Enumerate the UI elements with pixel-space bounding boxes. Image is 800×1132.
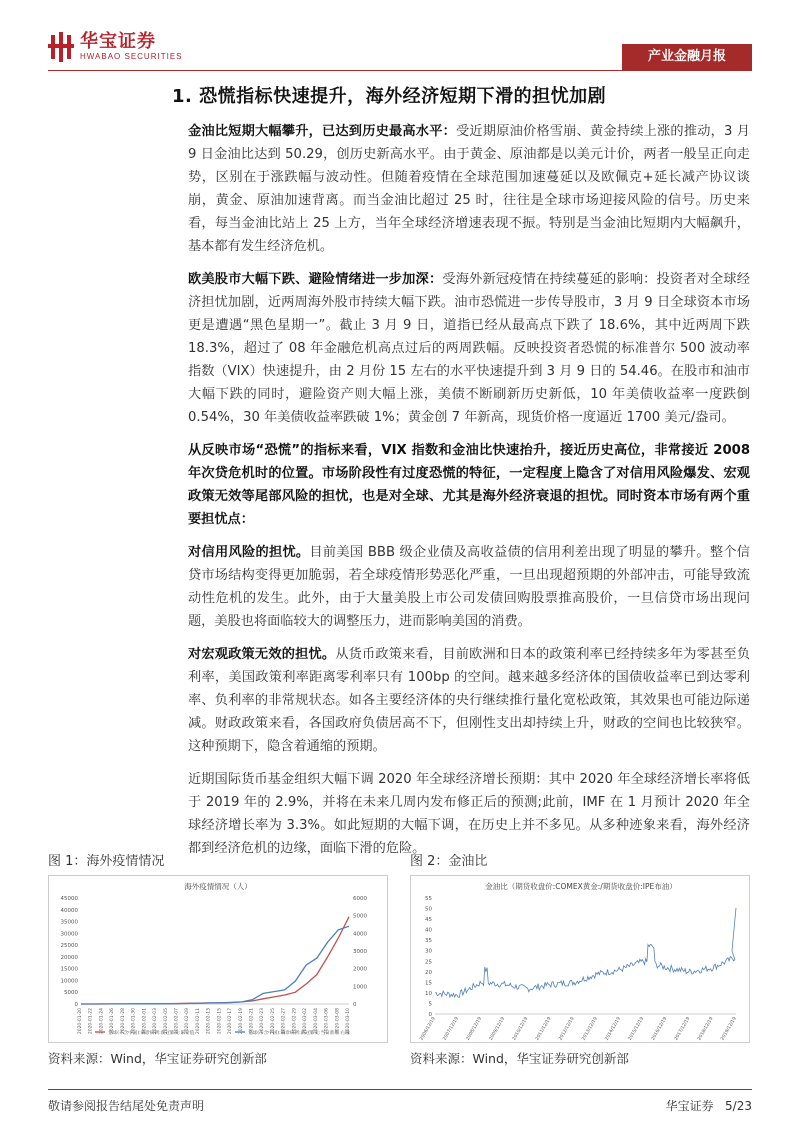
logo-mark-icon (48, 32, 74, 62)
x-axis-tick-label: 2008/12/19 (465, 1016, 484, 1042)
gold-oil-ratio-chart (411, 876, 749, 1042)
section-title: 1. 恐慌指标快速提升，海外经济短期下滑的担忧加剧 (172, 86, 607, 107)
footer-company: 华宝证券 (665, 1099, 714, 1113)
chart-title: 金油比（期货收盘价:COMEX黄金:/期货收盘价:IPE布油） (485, 882, 677, 891)
figure-1-source: 资料来源：Wind，华宝证券研究创新部 (48, 1051, 267, 1066)
x-axis-tick-label: 2013/12/19 (581, 1016, 599, 1042)
x-axis-tick-label: 2009/12/19 (488, 1016, 507, 1042)
y-axis-tick-label: 40 (425, 927, 432, 934)
y-axis-tick-label: 35 (425, 938, 432, 945)
figure-1-chart-frame (48, 875, 388, 1043)
y-axis-tick-label: 5 (428, 1001, 432, 1008)
x-axis-tick-label: 2020-03-06 (324, 1008, 330, 1035)
company-logo (48, 32, 183, 62)
figure-2 (410, 850, 750, 1067)
x-axis-tick-label: 2017/12/19 (674, 1016, 692, 1042)
right-axis-tick-label: 0 (353, 1002, 357, 1008)
body-text (188, 120, 750, 870)
gold-oil-ratio-line (435, 908, 736, 998)
left-axis-tick-label: 45000 (60, 896, 78, 902)
x-axis-tick-label: 2020-02-17 (228, 1008, 234, 1035)
paragraph-text: 目前美国 BBB 级企业债及高收益债的信用利差出现了明显的攀升。整个信贷市场结构变得更加脆弱，若全球疫情形势恶化严重，一旦出现超预期的外部冲击，可能导致流动性危机的发生。此外，由于大量美股上市公司发债回购股票推高股价，一旦信贷市场出现问题，美股也将面临较大的调整压力，进而影响美国的消费。 (188, 545, 750, 629)
x-axis-tick-label: 2020-02-21 (249, 1008, 255, 1035)
y-axis-tick-label: 15 (425, 980, 432, 987)
x-axis-tick-label: 2019/12/19 (720, 1016, 738, 1042)
x-axis-tick-label: 2020-02-23 (260, 1008, 266, 1035)
x-axis-tick-label: 2014/12/19 (604, 1016, 622, 1042)
paragraph-text: 近期国际货币基金组织大幅下调 2020 年全球经济增长预期：其中 2020 年全球经济增长率将低于 2019 年的 2.9%，并将在未来几周内发布修正后的预测;此前，IMF 在 1 月预计 2020 年全球经济增长率为 3.3%。如此短期的大幅下调，在历史上并不多见。从多种迹象来看，海外经济都到经济危机的边缘，面临下滑的危险。 (188, 772, 750, 856)
x-axis-tick-label: 2006/12/19 (419, 1016, 437, 1042)
paragraph-text: 从货币政策来看，目前欧洲和日本的政策利率已经持续多年为零甚至负利率，美国政策利率距离零利率只有 100bp 的空间。越来越多经济体的国债收益率已到达零利率、负利率的非常规状态。如各主要经济体的央行继续推行量化宽松政策，其效果也可能边际递减。财政政策来看，各国政府负债居高不下，但刚性支出却持续上升，财政的空间也比较狭窄。这种预期下，隐含着通缩的预期。 (188, 647, 751, 754)
right-axis-tick-label: 5000 (353, 913, 367, 920)
footer-disclaimer: 敬请参阅报告结尾处免责声明 (48, 1099, 205, 1113)
x-axis-tick-label: 2020-02-25 (270, 1008, 276, 1035)
paragraph-panic (188, 439, 750, 531)
paragraph-credit-risk (188, 541, 750, 633)
series-line-0 (81, 917, 349, 1004)
x-axis-tick-label: 2020-02-07 (174, 1008, 180, 1035)
left-axis-tick-label: 20000 (60, 954, 78, 961)
left-axis-tick-label: 40000 (60, 907, 78, 914)
figure-1 (48, 850, 388, 1067)
x-axis-tick-label: 2020-01-28 (120, 1008, 126, 1035)
y-axis-tick-label: 30 (425, 948, 432, 955)
right-axis-tick-label: 6000 (353, 896, 367, 902)
x-axis-tick-label: 2016/12/19 (650, 1016, 669, 1042)
figure-2-chart-frame (410, 875, 750, 1043)
x-axis-tick-label: 2020-01-30 (131, 1008, 137, 1035)
x-axis-tick-label: 2011/12/19 (535, 1016, 553, 1042)
y-axis-tick-label: 0 (428, 1012, 432, 1018)
left-axis-tick-label: 25000 (60, 943, 78, 950)
x-axis-tick-label: 2020-03-02 (303, 1008, 309, 1035)
series-line-1 (81, 926, 349, 1004)
footer-page-number: 5/23 (725, 1099, 752, 1113)
y-axis-tick-label: 55 (425, 896, 432, 902)
x-axis-tick-label: 2010/12/19 (512, 1016, 530, 1042)
right-axis-tick-label: 1000 (353, 984, 367, 991)
x-axis-tick-label: 2020-01-20 (78, 1008, 83, 1035)
left-axis-tick-label: 30000 (60, 931, 78, 938)
x-axis-tick-label: 2020-02-15 (217, 1008, 223, 1035)
footer-page-info (666, 1097, 752, 1114)
x-axis-tick-label: 2020-03-04 (313, 1008, 319, 1035)
left-axis-tick-label: 0 (74, 1002, 78, 1008)
figure-1-caption: 图 1：海外疫情情况 (48, 854, 165, 869)
x-axis-tick-label: 2020-01-26 (110, 1008, 116, 1035)
covid-cases-chart (49, 876, 387, 1042)
figure-2-caption: 图 2：金油比 (410, 854, 488, 869)
x-axis-tick-label: 2012/12/19 (558, 1016, 576, 1042)
left-axis-tick-label: 35000 (60, 919, 78, 926)
x-axis-tick-label: 2020-03-10 (346, 1008, 351, 1035)
y-axis-tick-label: 50 (425, 906, 432, 913)
left-axis-tick-label: 5000 (64, 990, 78, 997)
paragraph-stocks (188, 268, 750, 429)
paragraph-lead: 对信用风险的担忧。 (188, 545, 310, 560)
x-axis-tick-label: 2020-02-11 (195, 1008, 201, 1035)
x-axis-tick-label: 2020-02-03 (153, 1008, 159, 1035)
paragraph-text: 受近期原油价格雪崩、黄金持续上涨的推动，3 月 9 日金油比达到 50.29，创历史新高水平。由于黄金、原油都是以美元计价，两者一般呈正向走势，区别在于涨跌幅与波动性。但随着疫情在全球范围加速蔓延以及欧佩克+延长减产协议谈崩，黄金、原油加速背离。而当金油比超过 25 时，往往是全球市场迎接风险的信号。历史来看，每当金油比站上 25 上方，当年全球经济增速表现不振。特别是当金油比短期内大幅飙升，基本都有发生经济危机。 (188, 124, 750, 254)
left-axis-tick-label: 10000 (60, 978, 78, 985)
y-axis-tick-label: 10 (425, 990, 432, 997)
footer-divider (48, 1089, 752, 1090)
paragraph-lead: 欧美股市大幅下跌、避险情绪进一步加深： (188, 272, 443, 287)
y-axis-tick-label: 20 (425, 969, 432, 976)
paragraph-lead: 对宏观政策无效的担忧。 (188, 647, 336, 662)
legend-label: 全球(不含中国):确诊病例:新冠肺炎:当日新增 右轴 (248, 1031, 350, 1036)
left-axis-tick-label: 15000 (60, 966, 78, 973)
paragraph-text: 受海外新冠疫情在持续蔓延的影响：投资者对全球经济担忧加剧，近两周海外股市持续大幅下跌。油市恐慌进一步传导股市，3 月 9 日全球资本市场更是遭遇“黑色星期一”。截止 3 月 9 日，道指已经从最高点下跌了 18.6%，其中近两周下跌 18.3%，超过了 08 年金融危机高点过后的两周跌幅。反映投资者恐慌的标准普尔 500 波动率指数（VIX）快速提升，由 2 月份 15 左右的水平快速提升到 3 月 9 日的 54.46。在股市和油市大幅下跌的同时，避险资产则大幅上涨，美债不断刷新历史新低，10 年美债收益率一度跌倒 0.54%，30 年美债收益率跌破 1%；黄金创 7 年新高，现货价格一度逼近 1700 美元/盎司。 (188, 272, 750, 425)
right-axis-tick-label: 3000 (353, 949, 367, 955)
x-axis-tick-label: 2007/12/19 (442, 1016, 460, 1042)
x-axis-tick-label: 2018/12/19 (697, 1016, 715, 1042)
logo-english-name: HWABAO SECURITIES (80, 52, 183, 61)
page-header (0, 0, 800, 74)
paragraph-gold-oil (188, 120, 750, 258)
right-axis-tick-label: 4000 (353, 931, 367, 938)
x-axis-tick-label: 2020-03-08 (335, 1008, 341, 1035)
x-axis-tick-label: 2020-02-01 (142, 1008, 148, 1035)
y-axis-tick-label: 45 (425, 917, 432, 924)
paragraph-lead: 金油比短期大幅攀升，已达到历史最高水平： (188, 124, 457, 139)
x-axis-tick-label: 2020-01-22 (88, 1008, 94, 1035)
report-type-badge: 产业金融月报 (622, 44, 752, 70)
header-divider (48, 70, 752, 71)
figure-2-source: 资料来源：Wind，华宝证券研究创新部 (410, 1051, 629, 1066)
chart-title: 海外疫情情况（人） (184, 882, 252, 891)
x-axis-tick-label: 2020-02-29 (292, 1008, 298, 1035)
x-axis-tick-label: 2015/12/19 (627, 1016, 646, 1042)
x-axis-tick-label: 2020-01-24 (99, 1008, 105, 1035)
x-axis-tick-label: 2020-02-27 (281, 1008, 287, 1035)
logo-chinese-name: 华宝证券 (80, 31, 156, 52)
y-axis-tick-label: 25 (425, 959, 432, 966)
x-axis-tick-label: 2020-02-09 (185, 1008, 191, 1035)
x-axis-tick-label: 2020-02-05 (163, 1008, 169, 1035)
x-axis-tick-label: 2020-02-19 (238, 1008, 244, 1035)
paragraph-lead: 从反映市场“恐慌”的指标来看，VIX 指数和金油比快速抬升，接近历史高位，非常接近 2008 年次贷危机时的位置。市场阶段性有过度恐慌的特征，一定程度上隐含了对信用风险爆发、宏观政策无效等尾部风险的担忧，也是对全球、尤其是海外经济衰退的担忧。同时资本市场有两个重要担忧点： (188, 443, 750, 527)
paragraph-imf (188, 768, 750, 860)
x-axis-tick-label: 2020-02-13 (206, 1008, 212, 1035)
legend-label: 全球(不含中国):确诊病例:新冠肺炎:累计值 (108, 1031, 195, 1036)
right-axis-tick-label: 2000 (353, 966, 367, 973)
paragraph-policy (188, 643, 750, 758)
